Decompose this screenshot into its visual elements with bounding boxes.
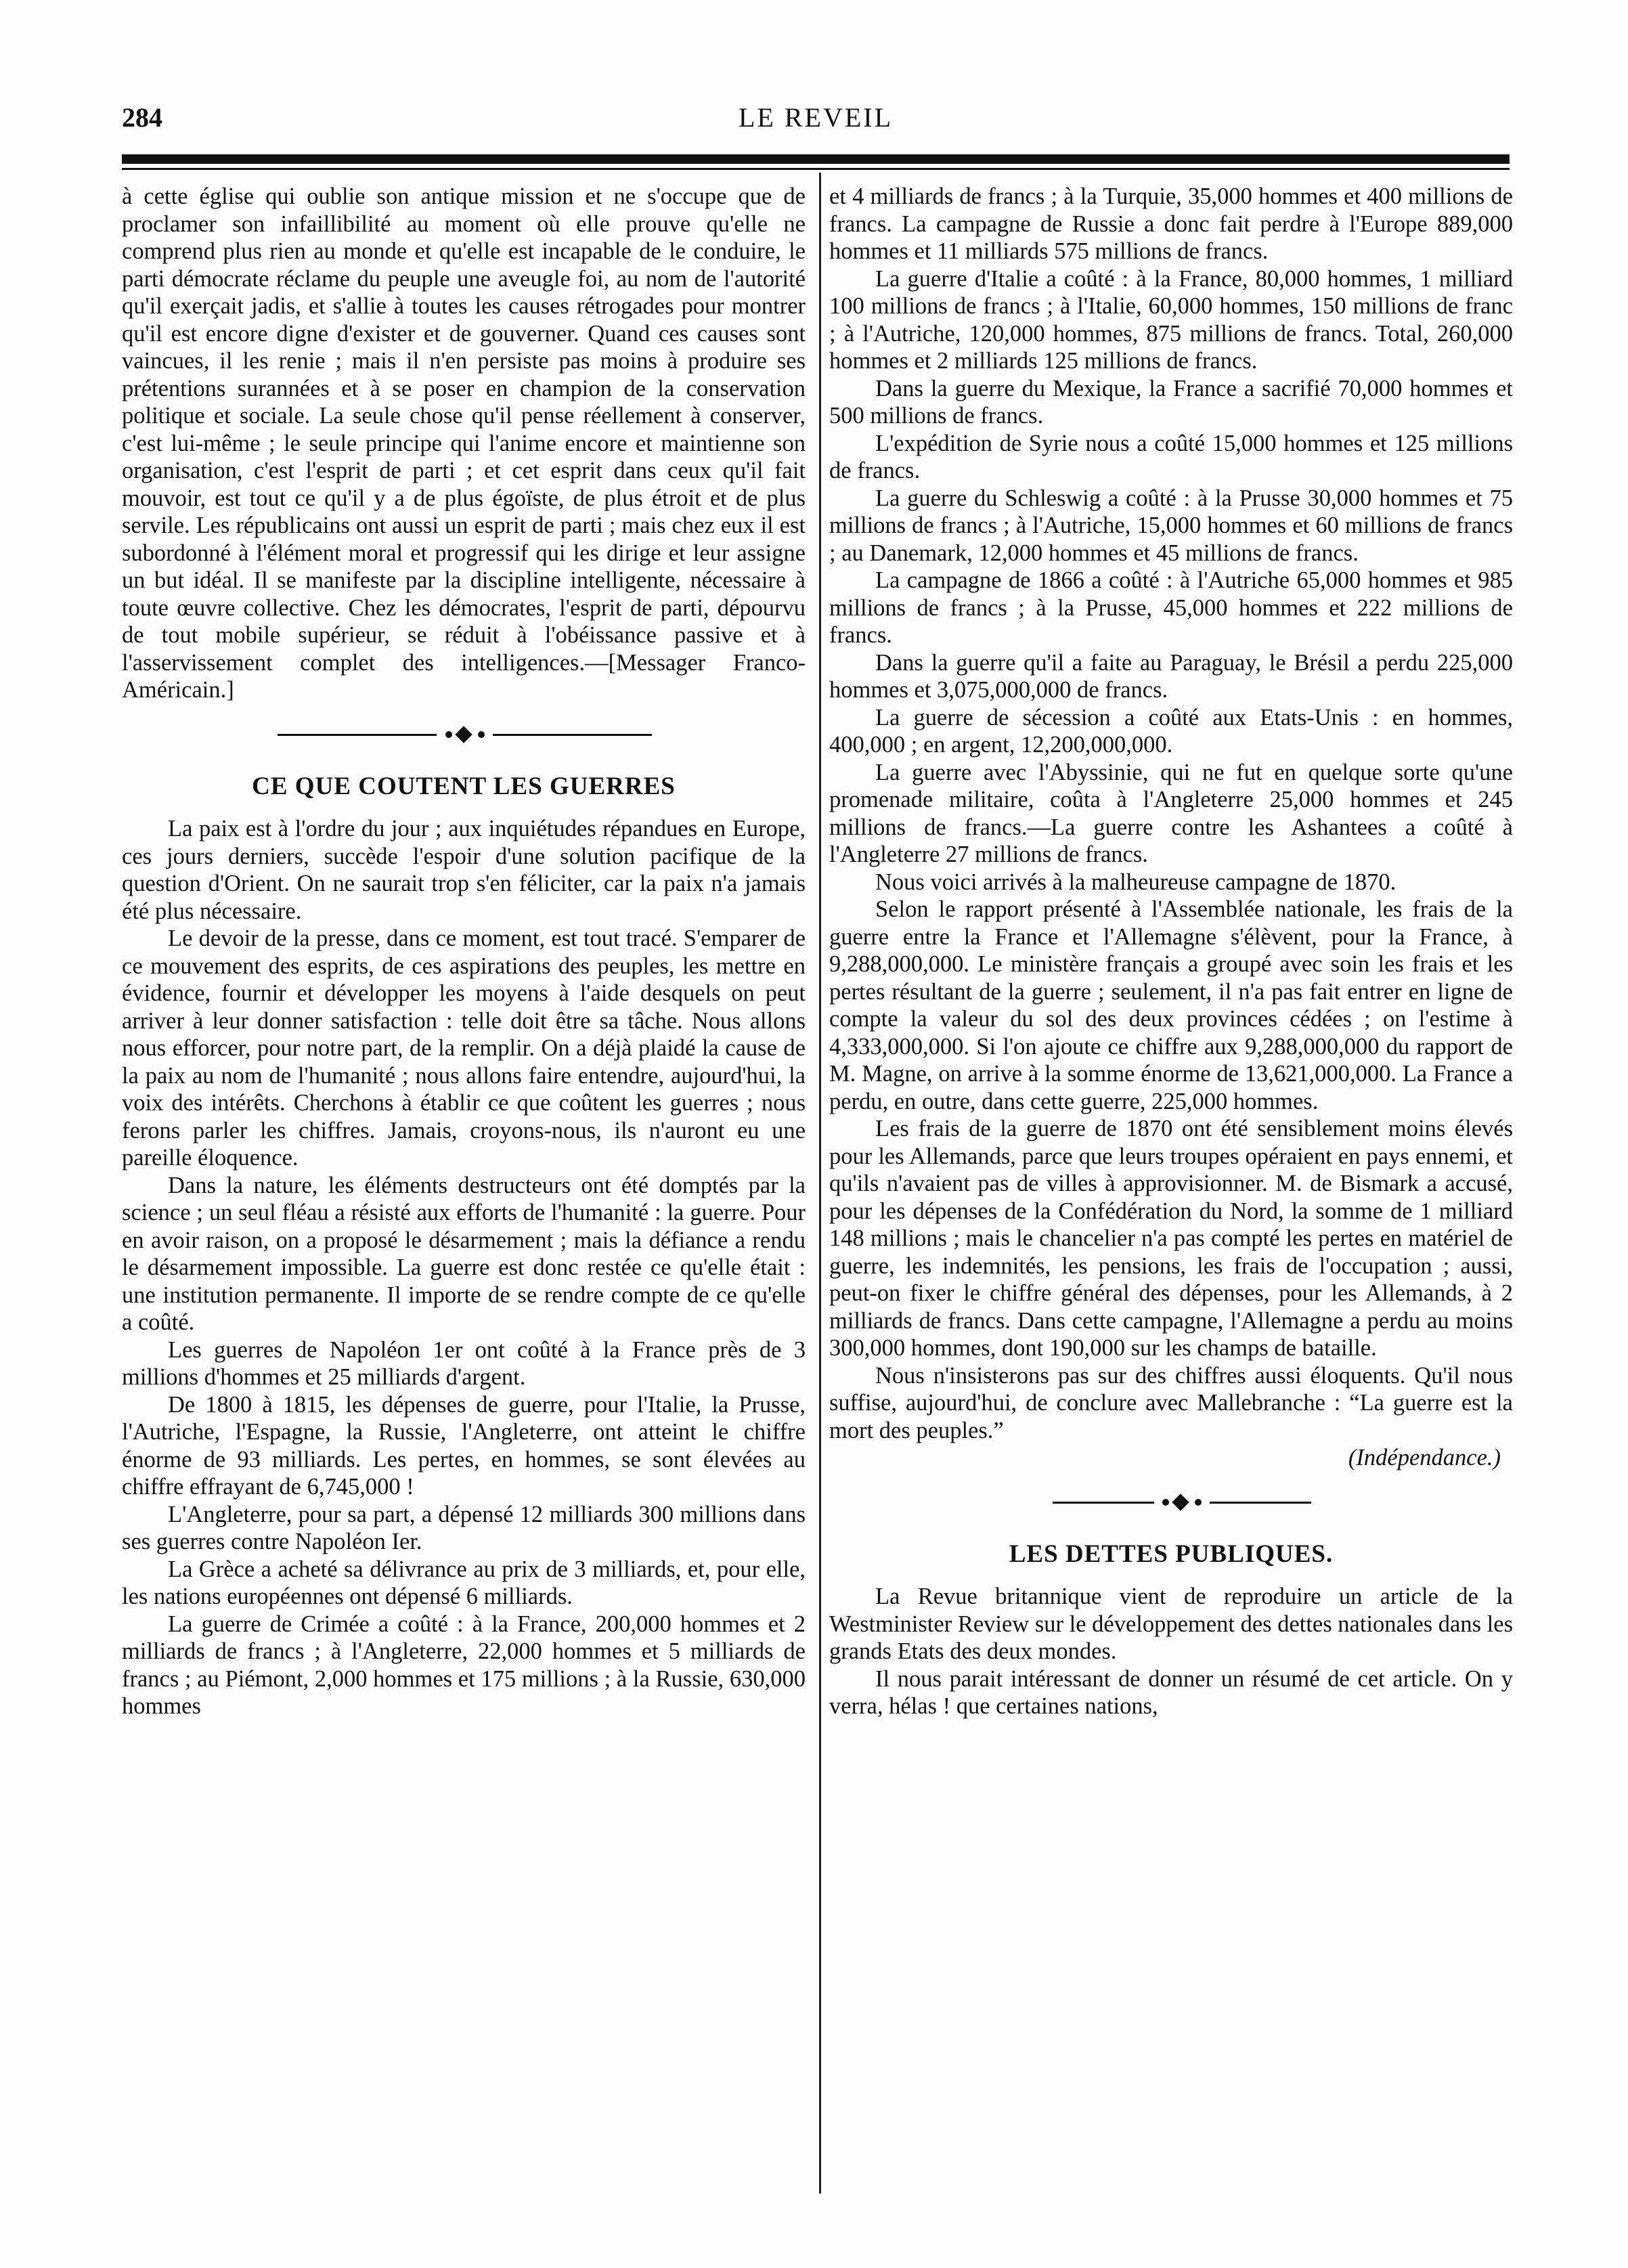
article-paragraph: et 4 milliards de francs ; à la Turquie, 35,000 hommes et 400 millions de francs. La campagne de Russie a donc fait perdre à l'Europe 889,000 hommes et 11 milliards 575 millions de francs. (829, 183, 1513, 264)
article-paragraph: Selon le rapport présenté à l'Assemblée nationale, les frais de la guerre entre la France et l'Allemagne s'élèvent, pour la France, à 9,288,000,000. Le ministère français a groupé avec soin les frais et les pertes résultant de la guerre ; seulement, il n'a pas fait entrer en ligne de compte la valeur du sol des deux provinces cédées ; on l'estime à 4,333,000,000. Si l'on ajoute ce chiffre aux 9,288,000,000 du rapport de M. Magne, on arrive à la somme énorme de 13,621,000,000. La France a perdu, en outre, dans cette guerre, 225,000 hommes. (829, 896, 1513, 1114)
right-column (829, 183, 1513, 1720)
separator-diamond (455, 726, 472, 743)
article-paragraph: Dans la guerre qu'il a faite au Paraguay, le Brésil a perdu 225,000 hommes et 3,075,000,000 de francs. (829, 649, 1513, 703)
page-header (122, 102, 1510, 142)
article-paragraph: Nous n'insisterons pas sur des chiffres aussi éloquents. Qu'il nous suffise, aujourd'hui, de conclure avec Mallebranche : “La guerre est la mort des peuples.” (829, 1362, 1513, 1443)
page-number: 284 (122, 102, 162, 133)
section-separator (829, 1472, 1513, 1534)
article-paragraph: La guerre avec l'Abyssinie, qui ne fut en quelque sorte qu'une promenade militaire, coûta à l'Angleterre 25,000 hommes et 245 millions de francs.—La guerre contre les Ashantees a coûté à l'Angleterre 27 millions de francs. (829, 759, 1513, 867)
continued-paragraph: à cette église qui oublie son antique mission et ne s'occupe que de proclamer son infaillibilité au moment où elle prouve qu'elle ne comprend plus rien au monde et qu'elle est incapable de le conduire, le parti démocrate réclame du peuple une aveugle foi, au nom de l'autorité qu'il exerçait jadis, et s'allie à toutes les causes rétrogades pour montrer qu'il est encore digne d'exister et de gouverner. Quand ces causes sont vaincues, il les renie ; mais il n'en persiste pas moins à produire ses prétentions surannées et à se poser en champion de la conservation politique et sociale. La seule chose qu'il pense réellement à conserver, c'est lui-même ; le seule principe qui l'anime encore et maintienne son organisation, c'est l'esprit de parti ; et cet esprit dans ceux qu'il fait mouvoir, est tout ce qu'il y a de plus égoïste, de plus étroit et de plus servile. Les républicains ont aussi un esprit de parti ; mais chez eux il est subordonné à l'élément moral et progressif qui les dirige et leur assigne un but idéal. Il se manifeste par la discipline intelligente, nécessaire à toute œuvre collective. Chez les démocrates, l'esprit de parti, dépourvu de tout mobile supérieur, se réduit à l'obéissance passive et à l'asservissement complet des intelligences.—[Messager Franco-Américain.] (122, 183, 806, 703)
article-paragraph: De 1800 à 1815, les dépenses de guerre, pour l'Italie, la Prusse, l'Autriche, l'Espagne, la Russie, l'Angleterre, ont atteint le chiffre énorme de 93 milliards. Les pertes, en hommes, se sont élevées au chiffre effrayant de 6,745,000 ! (122, 1391, 806, 1500)
separator-line-right (493, 734, 652, 736)
article-paragraph: La guerre du Schleswig a coûté : à la Prusse 30,000 hommes et 75 millions de francs ; à l'Autriche, 15,000 hommes et 60 millions de francs ; au Danemark, 12,000 hommes et 45 millions de francs. (829, 485, 1513, 566)
article-paragraph: La paix est à l'ordre du jour ; aux inquiétudes répandues en Europe, ces jours derniers, succède l'espoir d'une solution pacifique de la question d'Orient. On ne saurait trop s'en féliciter, car la paix n'a jamais été plus nécessaire. (122, 816, 806, 924)
article-title: CE QUE COUTENT LES GUERRES (252, 772, 676, 800)
article-paragraph: Dans la nature, les éléments destructeurs ont été domptés par la science ; un seul fléau a résisté aux efforts de l'humanité : la guerre. Pour en avoir raison, on a proposé le désarmement ; mais la défiance a rendu le désarmement impossible. La guerre est donc restée ce qu'elle était : une institution permanente. Il importe de se rendre compte de ce qu'elle a coûté. (122, 1172, 806, 1335)
separator-line-right (1210, 1502, 1311, 1504)
left-column (122, 183, 806, 1720)
article-paragraph: Les frais de la guerre de 1870 ont été sensiblement moins élevés pour les Allemands, parce que leurs troupes opéraient en pays ennemi, et qu'ils n'avaient pas de villes à approvisionner. M. de Bismark a accusé, pour les dépenses de la Confédération du Nord, la somme de 1 milliard 148 millions ; mais le chancelier n'a pas compté les pertes en matériel de guerre, les indemnités, les pensions, les frais de l'occupation ; aussi, peut-on fixer le chiffre général des dépenses, pour les Allemands, à 2 milliards de francs. Dans cette campagne, l'Allemagne a perdu au moins 300,000 hommes, dont 190,000 sur les champs de bataille. (829, 1116, 1513, 1361)
running-title: LE REVEIL (738, 102, 894, 133)
article-paragraph: La guerre d'Italie a coûté : à la France, 80,000 hommes, 1 milliard 100 millions de francs ; à l'Italie, 60,000 hommes, 150 millions de franc ; à l'Autriche, 120,000 hommes, 875 millions de francs. Total, 260,000 hommes et 2 milliards 125 millions de francs. (829, 265, 1513, 374)
separator-dot-right (1195, 1499, 1202, 1506)
article-paragraph: La campagne de 1866 a coûté : à l'Autriche 65,000 hommes et 985 millions de francs ; à la Prusse, 45,000 hommes et 222 millions de francs. (829, 567, 1513, 648)
article-paragraph: La Grèce a acheté sa délivrance au prix de 3 milliards, et, pour elle, les nations européennes ont dépensé 6 milliards. (122, 1556, 806, 1609)
separator-diamond (1172, 1493, 1189, 1510)
header-rule-thin (122, 168, 1510, 170)
separator-dot-left (445, 731, 452, 738)
article-paragraph: La guerre de sécession a coûté aux Etats-Unis : en hommes, 400,000 ; en argent, 12,200,000,000. (829, 704, 1513, 758)
article-paragraph: Il nous parait intéressant de donner un résumé de cet article. On y verra, hélas ! que certaines nations, (829, 1665, 1513, 1719)
article-paragraph: Les guerres de Napoléon 1er ont coûté à la France près de 3 millions d'hommes et 25 milliards d'argent. (122, 1336, 806, 1390)
column-divider (819, 173, 821, 2194)
article-paragraph: L'expédition de Syrie nous a coûté 15,000 hommes et 125 millions de francs. (829, 430, 1513, 483)
separator-line-left (278, 734, 437, 736)
separator-dot-left (1162, 1499, 1169, 1506)
separator-line-left (1053, 1502, 1154, 1504)
article-paragraph: Le devoir de la presse, dans ce moment, est tout tracé. S'emparer de ce mouvement des esprits, de ces aspirations des peuples, les mettre en évidence, fournir et développer les moyens à l'aide desquels on peut arriver à leur donner satisfaction : telle doit être sa tâche. Nous allons nous efforcer, pour notre part, de la remplir. On a déjà plaidé la cause de la paix au nom de l'humanité ; nous allons faire entendre, aujourd'hui, la voix des intérêts. Cherchons à établir ce que coûtent les guerres ; nous ferons parler les chiffres. Jamais, croyons-nous, ils n'auront eu une pareille éloquence. (122, 925, 806, 1171)
header-rule-thick (122, 154, 1510, 164)
article-paragraph: Nous voici arrivés à la malheureuse campagne de 1870. (875, 869, 1396, 895)
section-separator (122, 704, 806, 766)
article-paragraph: La Revue britannique vient de reproduire un article de la Westminister Review sur le développement des dettes nationales dans les grands Etats des deux mondes. (829, 1584, 1513, 1664)
article-title: LES DETTES PUBLIQUES. (1009, 1540, 1334, 1568)
article-paragraph: Dans la guerre du Mexique, la France a sacrifié 70,000 hommes et 500 millions de francs. (829, 375, 1513, 429)
article-paragraph: L'Angleterre, pour sa part, a dépensé 12 milliards 300 millions dans ses guerres contre Napoléon Ier. (122, 1501, 806, 1554)
separator-dot-right (478, 731, 485, 738)
article-paragraph: La guerre de Crimée a coûté : à la France, 200,000 hommes et 2 milliards de francs ; à l'Angleterre, 22,000 hommes et 5 milliards de francs ; au Piémont, 2,000 hommes et 175 millions ; à la Russie, 630,000 hommes (122, 1611, 806, 1719)
source-attribution: (Indépendance.) (1348, 1445, 1501, 1470)
